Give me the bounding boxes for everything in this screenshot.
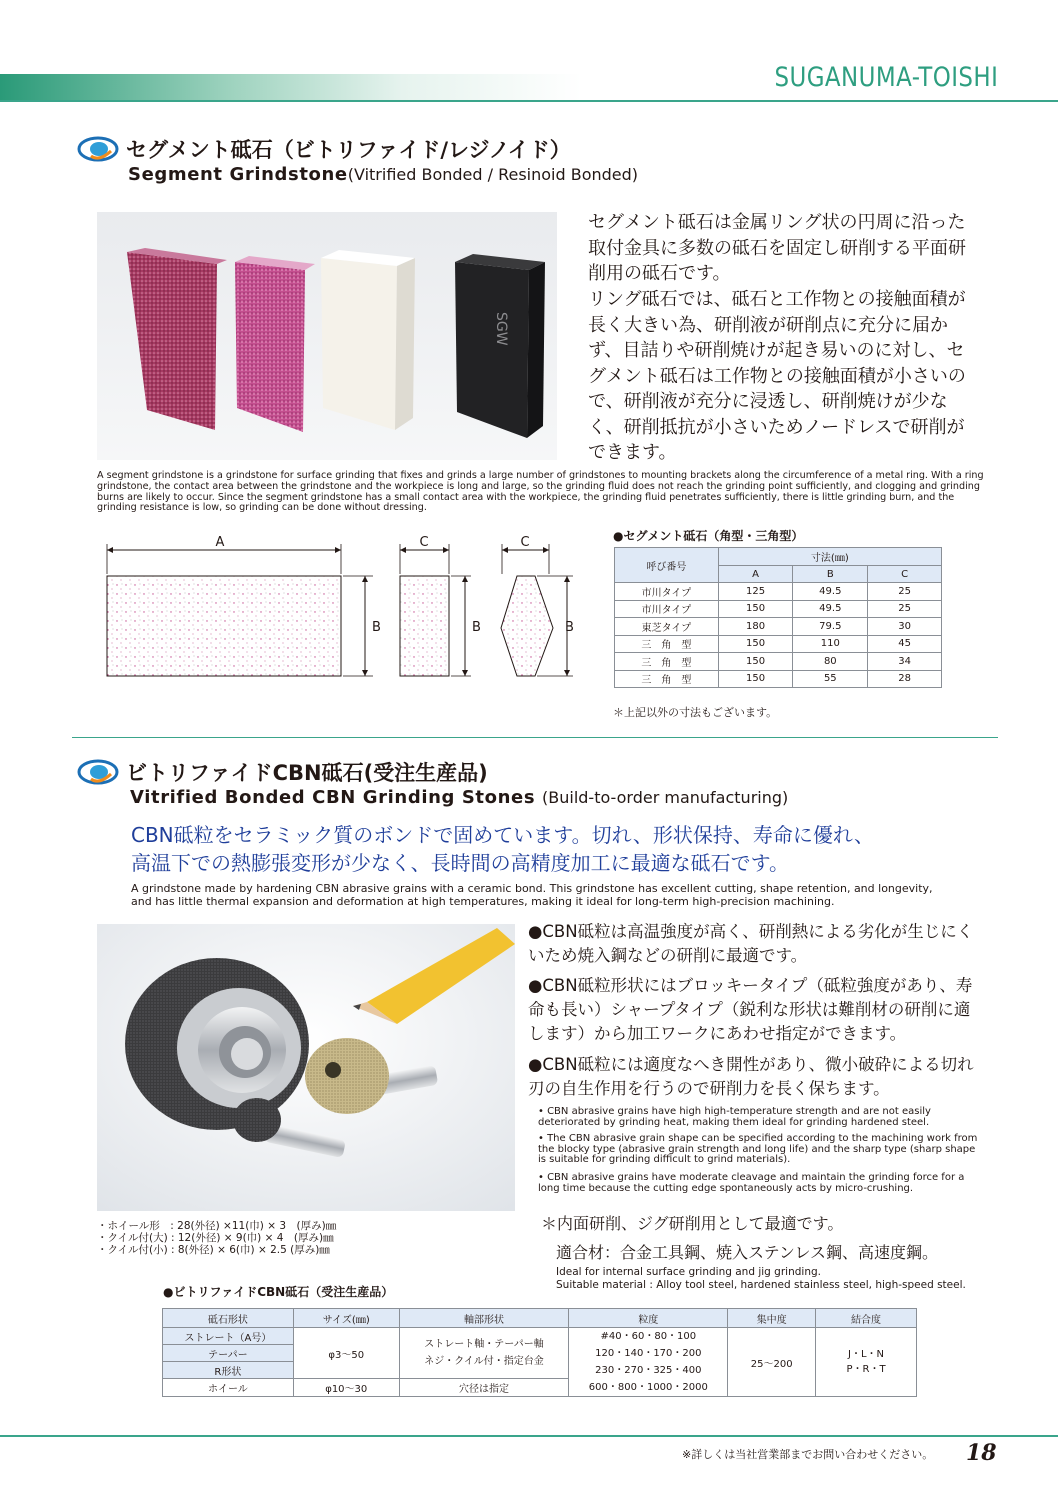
brand-name: SUGANUMA-TOISHI (774, 62, 998, 93)
grit-cell (569, 1328, 728, 1397)
section1-title-en-bold: Segment Grindstone (128, 164, 348, 185)
segment-dimension-diagram (97, 528, 587, 693)
section2-title-en-light: (Build-to-order manufacturing) (542, 788, 789, 807)
row-b: 80 (793, 653, 868, 671)
shaft-cell: 穴径は指定 (399, 1379, 569, 1397)
row-b: 79.5 (793, 618, 868, 636)
bullet-en-2: • The CBN abrasive grain shape can be specified according to the machining work from the blocky type (abrasive grain strength and long life) and the sharp type (sharp shape is suitable for grinding difficult to grind materials). (538, 1133, 978, 1165)
segment-table-note: ＊上記以外の寸法もございます。 (613, 706, 778, 719)
company-logo-icon (77, 759, 119, 785)
dim-label-c-1: C (419, 535, 429, 550)
photo-spec-line: ・クイル付(小) : 8(外径) × 6(巾) × 2.5 (厚み)㎜ (97, 1244, 330, 1256)
row-name: 三 角 型 (615, 653, 719, 671)
row-c: 28 (868, 670, 942, 688)
footer-rule (0, 1435, 1058, 1437)
row-b: 55 (793, 670, 868, 688)
shape-cell: R形状 (163, 1362, 294, 1379)
col-header-size: サイズ(㎜) (293, 1309, 399, 1328)
dim-label-c-2: C (520, 535, 530, 550)
size-cell: φ3～50 (293, 1328, 399, 1379)
col-header-grit: 粒度 (569, 1309, 728, 1328)
section2-title-en-bold: Vitrified Bonded CBN Grinding Stones (130, 787, 536, 808)
section1-title-en (128, 164, 638, 185)
bullet-jp-2: ●CBN砥粒形状にはブロッキータイプ（砥粒強度があり、寿命も長い）シャープタイプ（鋭利な形状は難削材の研削に適します）から加工ワークにあわせ指定ができます。 (528, 976, 973, 1043)
row-c: 30 (868, 618, 942, 636)
table-row (615, 600, 942, 618)
row-name: 三 角 型 (615, 635, 719, 653)
bond-line: P・R・T (846, 1364, 886, 1375)
shape-cell: テーパー (163, 1345, 294, 1362)
segment-grindstone-photo (97, 212, 557, 460)
header-rule (0, 100, 1058, 102)
table-row (615, 670, 942, 688)
bond-line: J・L・N (848, 1349, 885, 1360)
grit-line: 120・140・170・200 (595, 1348, 702, 1359)
material-jp: 適合材：合金工具鋼、焼入ステンレス鋼、高速度鋼。 (556, 1243, 939, 1262)
cbn-table-caption: ●ビトリファイドCBN砥石（受注生産品） (163, 1285, 394, 1299)
row-a: 150 (718, 635, 793, 653)
col-header-a: A (718, 566, 793, 583)
footer-note: ※詳しくは当社営業部までお問い合わせください。 (682, 1448, 934, 1461)
section2-lead-jp-2: 高温下での熱膨張変形が少なく、長時間の高精度加工に最適な砥石です。 (131, 851, 789, 875)
page-number: 18 (966, 1440, 997, 1466)
row-a: 180 (718, 618, 793, 636)
segment-spec-table (614, 547, 942, 688)
col-header-b: B (793, 566, 868, 583)
row-c: 25 (868, 600, 942, 618)
bullet-jp-3: ●CBN砥粒には適度なへき開性があり、微小破砕による切れ刃の自生作用を行うので研削力を長く保ちます。 (528, 1055, 974, 1098)
table-row (615, 653, 942, 671)
table-row (615, 583, 942, 601)
section1-desc-jp-1: セグメント砥石は金属リング状の円周に沿った取付金具に多数の砥石を固定し研削する平面研削用の砥石です。 (588, 212, 966, 284)
section2-title-en (130, 787, 788, 808)
use-jp: ＊内面研削、ジグ研削用として最適です。 (541, 1214, 844, 1233)
bullet-en-3: • CBN abrasive grains have moderate cleavage and maintain the grinding force for a long time because the cutting edge spontaneously acts by micro-crushing. (538, 1172, 965, 1194)
col-header-concentration: 集中度 (728, 1309, 816, 1328)
shape-cell: ホイール (163, 1379, 294, 1397)
cbn-grindstone-photo (97, 924, 515, 1211)
col-header-shape: 砥石形状 (163, 1309, 294, 1328)
shaft-cell (399, 1328, 569, 1379)
bullet-jp-1: ●CBN砥粒は高温強度が高く、研削熱による劣化が生じにくいため焼入鋼などの研削に最適です。 (528, 922, 974, 965)
row-b: 49.5 (793, 583, 868, 601)
segment-table-caption: ●セグメント砥石（角型・三角型） (613, 529, 804, 543)
row-c: 25 (868, 583, 942, 601)
grit-line: #40・60・80・100 (600, 1331, 697, 1342)
bond-cell (816, 1328, 917, 1397)
photo-spec-line: ・クイル付(大) : 12(外径) × 9(巾) × 4 (厚み)㎜ (97, 1232, 334, 1244)
table-row (615, 635, 942, 653)
col-header-name: 呼び番号 (615, 548, 719, 583)
row-a: 125 (718, 583, 793, 601)
col-header-bond: 結合度 (816, 1309, 917, 1328)
section-separator (72, 737, 998, 738)
dim-label-a: A (215, 535, 225, 550)
row-b: 110 (793, 635, 868, 653)
row-b: 49.5 (793, 600, 868, 618)
col-header-shaft: 軸部形状 (399, 1309, 569, 1328)
section2-title-jp: ビトリファイドCBN砥石(受注生産品) (126, 761, 488, 785)
row-name: 市川タイプ (615, 600, 719, 618)
use-en-1: Ideal for internal surface grinding and jig grinding. (556, 1266, 821, 1278)
section1-title-jp: セグメント砥石（ビトリファイド/レジノイド） (126, 138, 571, 162)
table-row (163, 1328, 917, 1345)
bullet-en-1: • CBN abrasive grains have high high-temperature strength and are not easily deteriorated by grinding heat, making them ideal for grinding hardened steel. (538, 1106, 931, 1128)
section2-lead-en-1: A grindstone made by hardening CBN abrasive grains with a ceramic bond. This grindstone has excellent cutting, shape retention, and longevity, (131, 882, 933, 895)
photo-specs (97, 1220, 336, 1256)
dim-label-b-2: B (472, 620, 481, 635)
photo-spec-line: ・ホイール形 : 28(外径) ×11(巾) × 3 (厚み)㎜ (97, 1220, 337, 1232)
shaft-line: ネジ・クイル付・指定台金 (424, 1356, 544, 1367)
grit-line: 230・270・325・400 (595, 1365, 702, 1376)
grit-line: 600・800・1000・2000 (588, 1382, 708, 1393)
section1-title-en-light: (Vitrified Bonded / Resinoid Bonded) (347, 165, 639, 184)
shape-cell: ストレート（A号） (163, 1328, 294, 1345)
row-c: 45 (868, 635, 942, 653)
row-a: 150 (718, 600, 793, 618)
row-name: 市川タイプ (615, 583, 719, 601)
photo-stone-label: SGW (493, 312, 509, 346)
dim-label-b-3: B (565, 620, 574, 635)
row-a: 150 (718, 670, 793, 688)
use-en-2: Suitable material : Alloy tool steel, hardened stainless steel, high-speed steel. (556, 1279, 966, 1291)
row-a: 150 (718, 653, 793, 671)
row-name: 三 角 型 (615, 670, 719, 688)
shaft-line: ストレート軸・テーパー軸 (424, 1339, 544, 1350)
section2-lead-en-2: and has little thermal expansion and deformation at high temperatures, making it ideal for long-term high-precision machining. (131, 895, 835, 908)
dim-label-b-1: B (372, 620, 381, 635)
row-c: 34 (868, 653, 942, 671)
cbn-spec-table (162, 1308, 917, 1397)
company-logo-icon (77, 136, 119, 162)
col-header-dim: 寸法(㎜) (718, 548, 941, 566)
col-header-c: C (868, 566, 942, 583)
row-name: 東芝タイプ (615, 618, 719, 636)
section1-desc-en: A segment grindstone is a grindstone for surface grinding that fixes and grinds a large number of grindstones to mounting brackets along the circumference of a metal ring. With a ring grindstone, the contact area between the grindstone and the workpiece is long and large, so the grinding fluid does not reach the grinding point sufficiently, and clogging and grinding burns are likely to occur. Since the segment grindstone has a small contact area with the workpiece, the grinding fluid penetrates sufficiently, there is little grinding burn, and the grinding resistance is low, so grinding can be done without dressing. (97, 470, 984, 514)
section2-lead-jp-1: CBN砥粒をセラミック質のボンドで固めています。切れ、形状保持、寿命に優れ、 (131, 823, 875, 847)
table-row (615, 618, 942, 636)
section1-desc-jp-2: リング砥石では、砥石と工作物との接触面積が長く大きい為、研削液が研削点に充分に届かず、目詰りや研削焼けが起き易いのに対し、セグメント砥石は工作物との接触面積が小さいので、研削液が充分に浸透し、研削焼けが少なく、研削抵抗が小さいためノードレスで研削ができます。 (588, 289, 966, 463)
concentration-cell: 25～200 (728, 1328, 816, 1397)
size-cell: φ10～30 (293, 1379, 399, 1397)
